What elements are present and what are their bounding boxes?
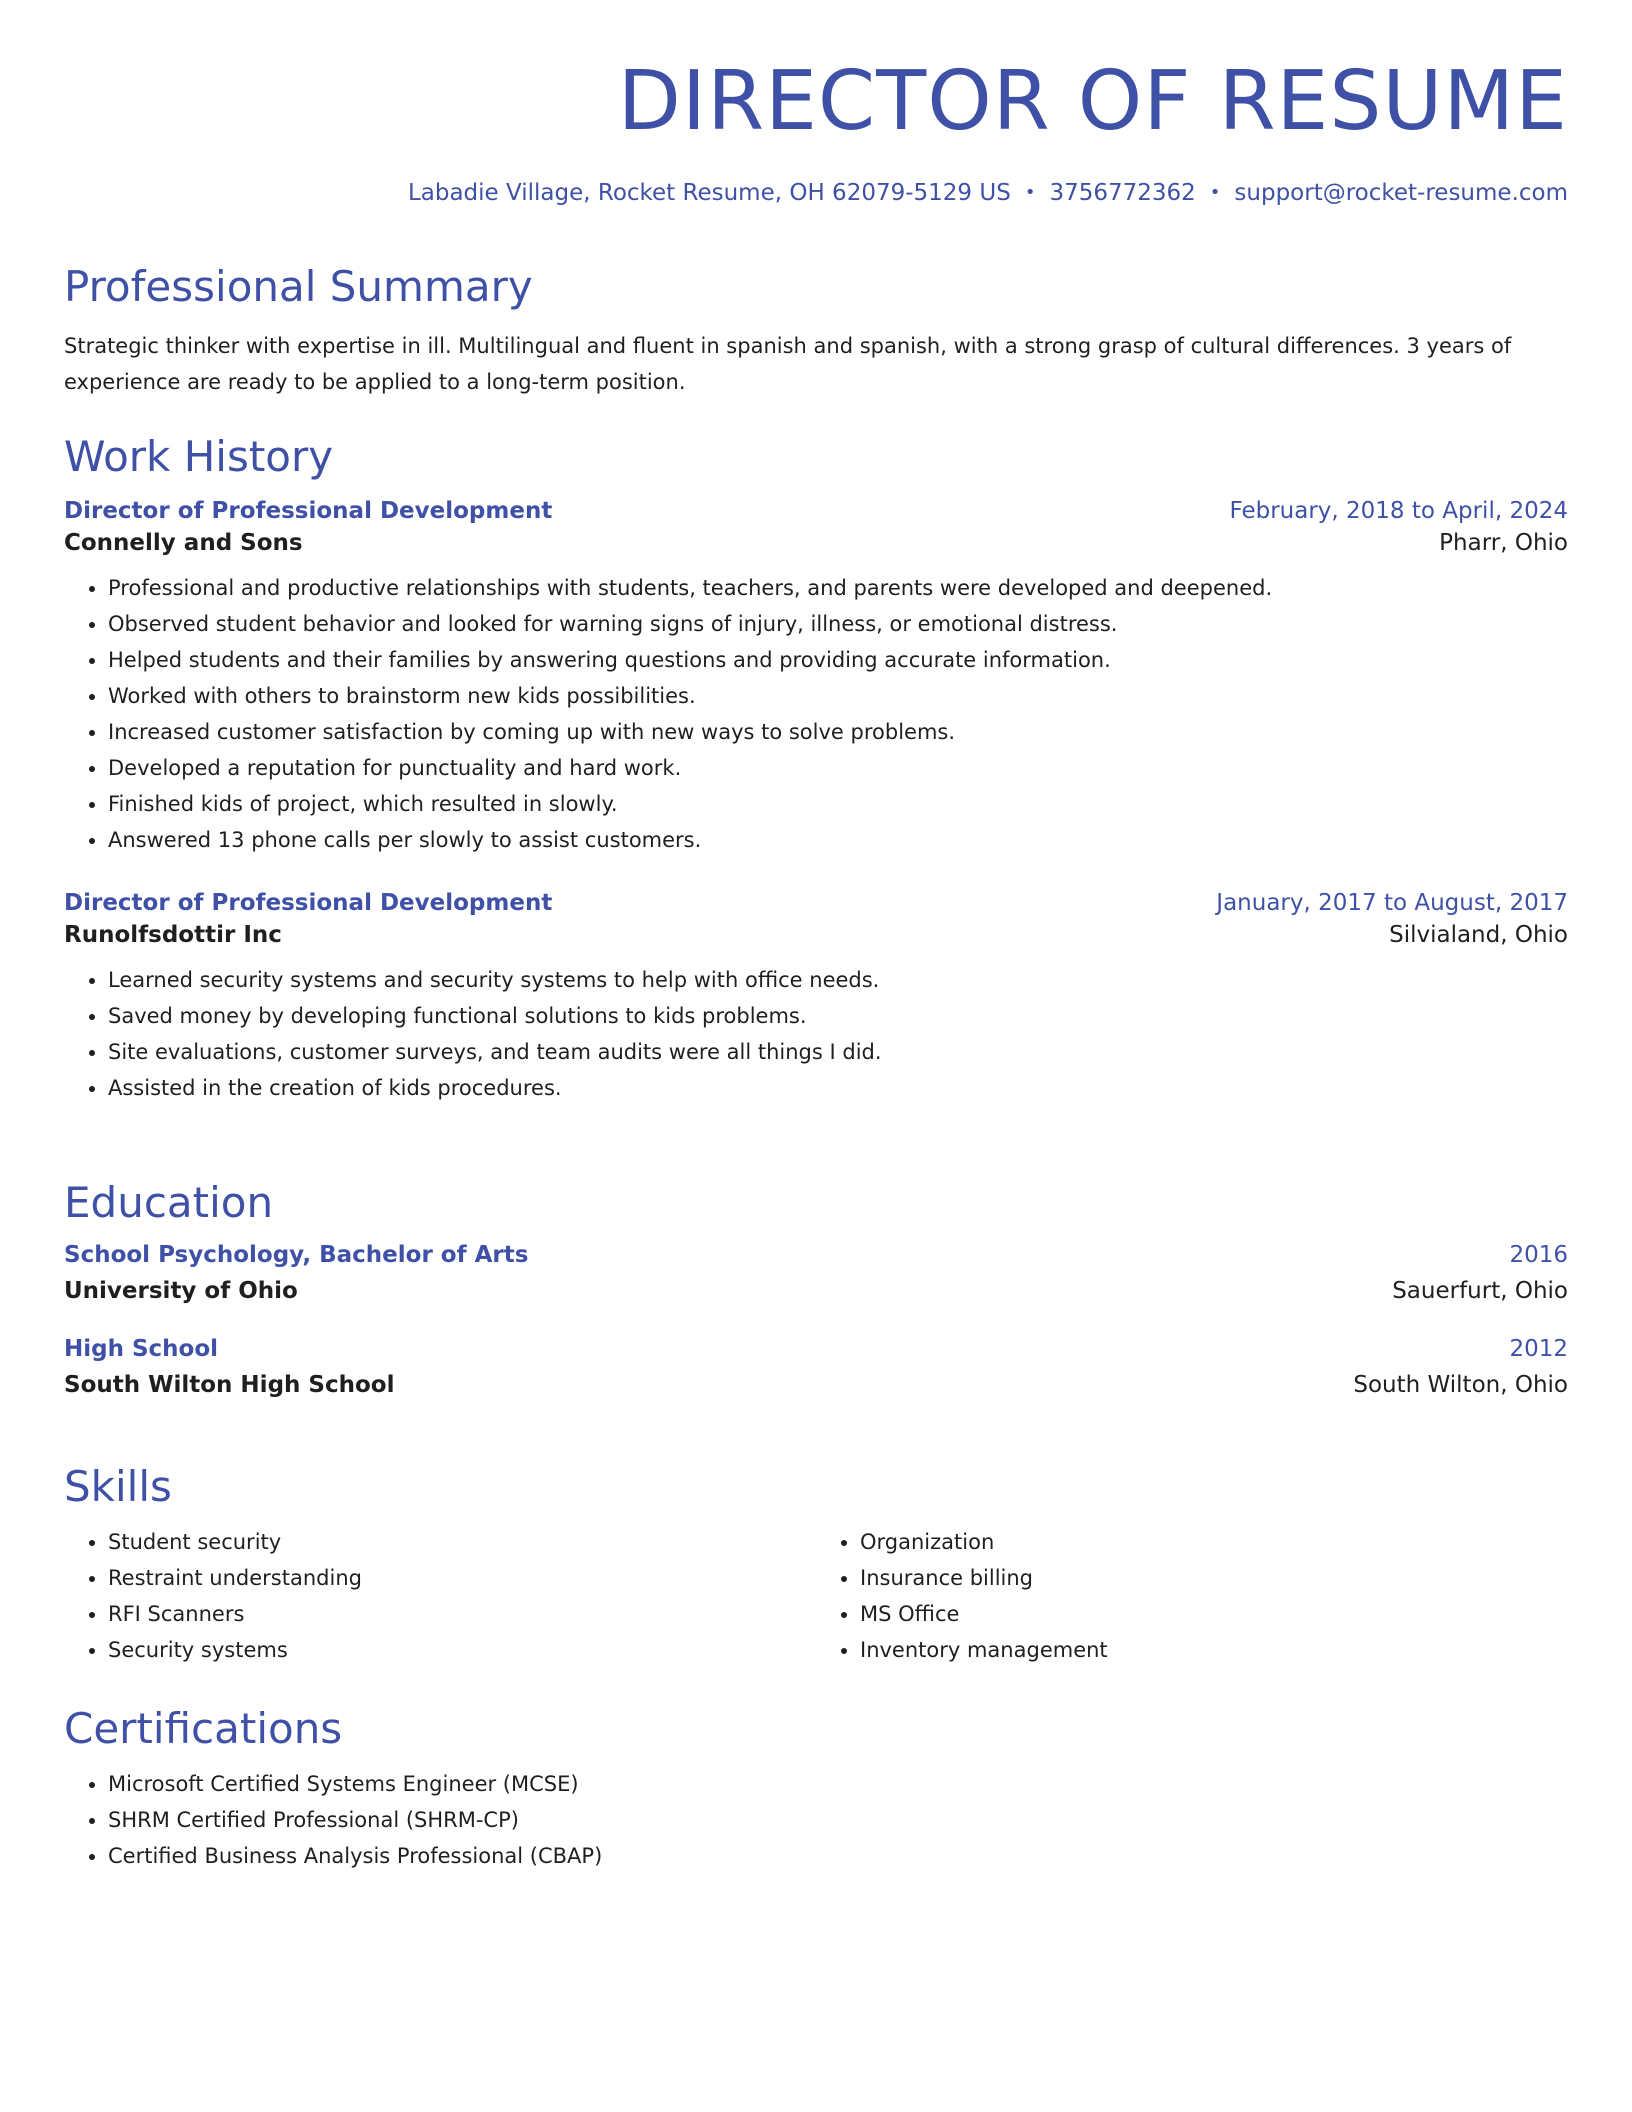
education-degree: School Psychology, Bachelor of Arts [64,1242,529,1268]
contact-separator: • [1209,182,1221,203]
job-location: Pharr, Ohio [1439,530,1568,556]
job-title: Director of Professional Development [64,890,553,916]
job-title: Director of Professional Development [64,498,553,524]
job-employer: Connelly and Sons [64,530,303,556]
job-dates: January, 2017 to August, 2017 [1216,890,1568,916]
education-school: South Wilton High School [64,1372,395,1398]
job-bullet: • Helped students and their families by answering questions and providing accurate information. [108,642,1568,678]
job-bullet: • Observed student behavior and looked for warning signs of injury, illness, or emotional distress. [108,606,1568,642]
skills-list-left [64,1524,816,1668]
work-history-title: Work History [64,432,334,481]
skill-item: • Insurance billing [860,1560,1568,1596]
contact-line [408,178,1568,208]
certifications-section [64,1704,1568,1874]
certification-item: • SHRM Certified Professional (SHRM-CP) [108,1802,1568,1838]
job-bullet: • Answered 13 phone calls per slowly to assist customers. [108,822,1568,858]
work-history-section [64,432,1568,1106]
education-year: 2016 [1509,1242,1568,1268]
education-header-row [64,1242,1568,1268]
job-location: Silvialand, Ohio [1389,922,1568,948]
certification-item: • Microsoft Certified Systems Engineer (MCSE) [108,1766,1568,1802]
job-header-row [64,498,1568,524]
contact-address: Labadie Village, Rocket Resume, OH 62079-5129 US [407,180,1011,206]
summary-text: Strategic thinker with expertise in ill. Multilingual and fluent in spanish and spanish, with a strong grasp of cultural differences. 3 years of experience are ready to be applied to a long-term position. [64,334,1512,394]
summary-section [64,262,1568,400]
education-location: South Wilton, Ohio [1353,1372,1568,1398]
certification-item: • Certified Business Analysis Professional (CBAP) [108,1838,1568,1874]
skill-item: • MS Office [860,1596,1568,1632]
education-school-row [64,1278,1568,1304]
job-bullet: • Learned security systems and security systems to help with office needs. [108,962,1568,998]
job-bullet: • Finished kids of project, which resulted in slowly. [108,786,1568,822]
certifications-list [64,1766,1568,1874]
job-bullets [64,962,1568,1106]
summary-title: Professional Summary [64,262,533,311]
job-employer-row [64,922,1568,948]
education-year: 2012 [1509,1336,1568,1362]
job-employer-row [64,530,1568,556]
job-bullets [64,570,1568,858]
job-dates: February, 2018 to April, 2024 [1229,498,1568,524]
certifications-title: Certifications [64,1704,343,1753]
contact-separator: • [1024,182,1036,203]
education-school-row [64,1372,1568,1398]
skill-item: • RFI Scanners [108,1596,816,1632]
skill-item: • Inventory management [860,1632,1568,1668]
job-bullet: • Developed a reputation for punctuality and hard work. [108,750,1568,786]
job-entry [64,498,1568,858]
job-bullet: • Increased customer satisfaction by coming up with new ways to solve problems. [108,714,1568,750]
education-school: University of Ohio [64,1278,298,1304]
skills-grid [64,1524,1568,1668]
education-degree: High School [64,1336,219,1362]
skills-section [64,1462,1568,1668]
skill-item: • Organization [860,1524,1568,1560]
job-bullet: • Site evaluations, customer surveys, and team audits were all things I did. [108,1034,1568,1070]
job-bullet: • Saved money by developing functional solutions to kids problems. [108,998,1568,1034]
skill-item: • Restraint understanding [108,1560,816,1596]
education-header-row [64,1336,1568,1362]
education-entry [64,1336,1568,1398]
skills-list-right [816,1524,1568,1668]
skill-item: • Student security [108,1524,816,1560]
job-bullet: • Professional and productive relationships with students, teachers, and parents were developed and deepened. [108,570,1568,606]
skills-title: Skills [64,1462,172,1511]
job-bullet: • Assisted in the creation of kids procedures. [108,1070,1568,1106]
job-header-row [64,890,1568,916]
education-location: Sauerfurt, Ohio [1392,1278,1568,1304]
job-employer: Runolfsdottir Inc [64,922,282,948]
education-section [64,1178,1568,1398]
job-bullet: • Worked with others to brainstorm new kids possibilities. [108,678,1568,714]
resume-name: DIRECTOR OF RESUME [617,54,1568,149]
skill-item: • Security systems [108,1632,816,1668]
education-entry [64,1242,1568,1304]
education-title: Education [64,1178,274,1227]
contact-phone: 3756772362 [1049,180,1196,206]
job-entry [64,890,1568,1106]
contact-email: support@rocket-resume.com [1234,180,1568,206]
